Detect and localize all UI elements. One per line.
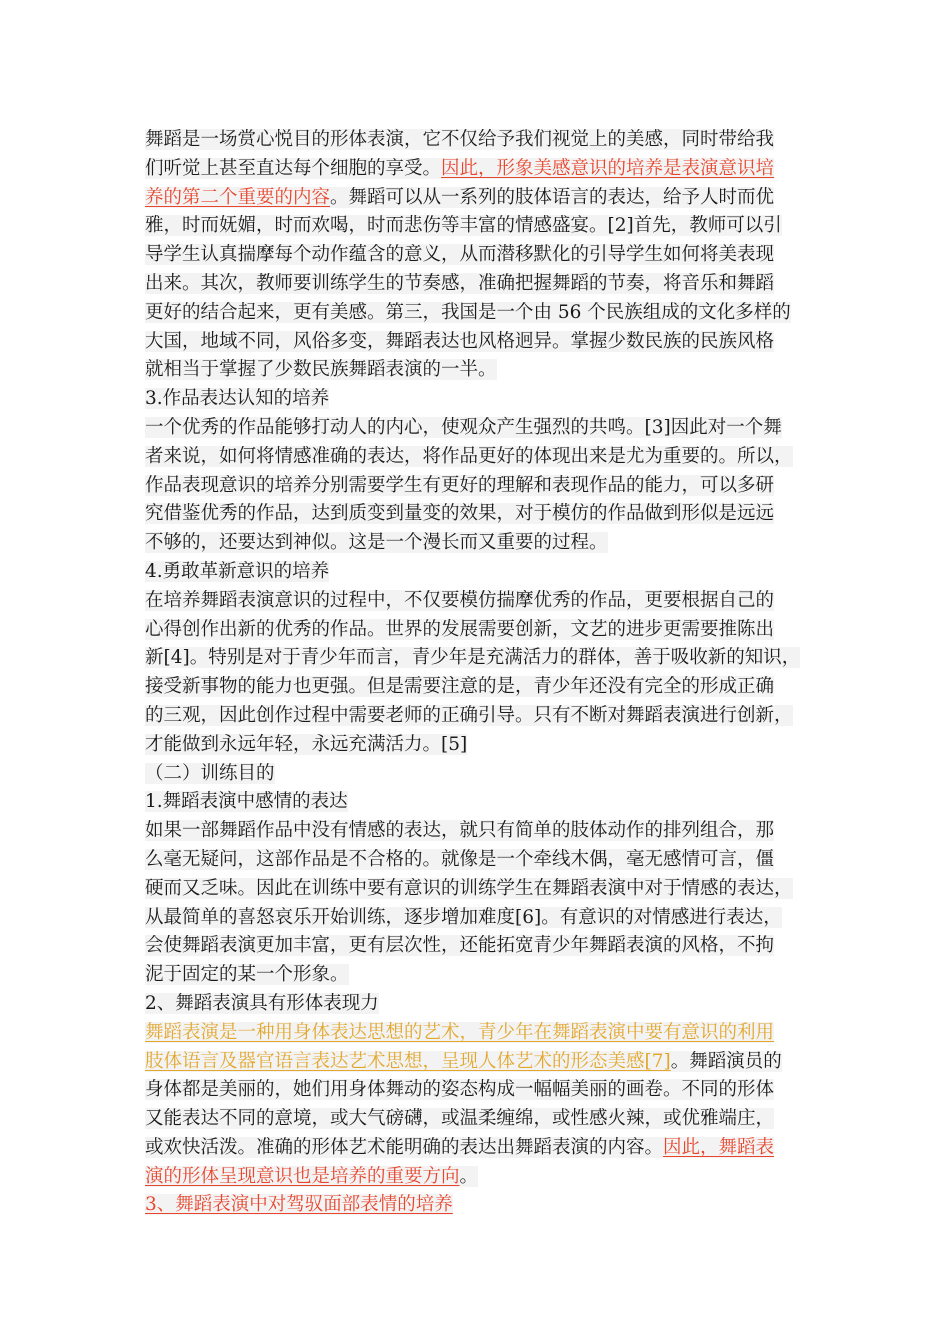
- text-line: [145, 241, 825, 270]
- text-segment: 不够的，还要达到神似。这是一个漫长而又重要的过程。: [145, 532, 608, 554]
- text-line: [145, 1019, 825, 1048]
- text-line: [145, 529, 825, 558]
- text-segment: 。舞蹈可以从一系列的肢体语言的表达，给予人时而优: [330, 186, 775, 208]
- text-segment: 就相当于掌握了少数民族舞蹈表演的一半。: [145, 359, 497, 381]
- text-segment: 雅，时而妩媚，时而欢喝，时而悲伤等丰富的情感盛宴。[2]首先，教师可以引: [145, 215, 782, 237]
- text-segment: 泥于固定的某一个形象。: [145, 964, 349, 986]
- text-line: [145, 616, 825, 645]
- text-segment: （二）训练目的: [145, 762, 275, 784]
- text-line: [145, 1048, 825, 1077]
- text-segment: 从最简单的喜怒哀乐开始训练，逐步增加难度[6]。有意识的对情感进行表达，: [145, 906, 782, 928]
- text-segment: 4.勇敢革新意识的培养: [145, 560, 330, 582]
- text-line: [145, 817, 825, 846]
- text-segment: 在培养舞蹈表演意识的过程中，不仅要模仿揣摩优秀的作品，更要根据自己的: [145, 589, 775, 611]
- text-line: [145, 500, 825, 529]
- text-line: [145, 385, 825, 414]
- text-line: [145, 1134, 825, 1163]
- text-segment: 导学生认真揣摩每个动作蕴含的意义，从而潜移默化的引导学生如何将美表现: [145, 244, 775, 266]
- text-segment: 更好的结合起来，更有美感。第三，我国是一个由 56 个民族组成的文化多样的: [145, 301, 791, 323]
- text-line: [145, 587, 825, 616]
- text-line: [145, 414, 825, 443]
- text-segment: 出来。其次，教师要训练学生的节奏感，准确把握舞蹈的节奏，将音乐和舞蹈: [145, 272, 775, 294]
- text-line: [145, 155, 825, 184]
- highlighted-text-segment: 因此，形象美感意识的培养是表演意识培: [441, 157, 775, 179]
- text-line: [145, 904, 825, 933]
- text-line: [145, 731, 825, 760]
- text-segment: 或欢快活泼。准确的形体艺术能明确的表达出舞蹈表演的内容。: [145, 1136, 664, 1158]
- text-line: [145, 1105, 825, 1134]
- text-segment: 新[4]。特别是对于青少年而言，青少年是充满活力的群体，善于吸收新的知识，: [145, 647, 801, 669]
- text-line: [145, 184, 825, 213]
- text-line: [145, 673, 825, 702]
- text-segment: 接受新事物的能力也更强。但是需要注意的是，青少年还没有完全的形成正确: [145, 676, 775, 698]
- text-line: [145, 702, 825, 731]
- text-segment: 心得创作出新的优秀的作品。世界的发展需要创新，文艺的进步更需要推陈出: [145, 618, 775, 640]
- text-segment: 2、舞蹈表演具有形体表现力: [145, 992, 379, 1014]
- text-line: [145, 1163, 825, 1192]
- text-line: [145, 760, 825, 789]
- text-line: [145, 932, 825, 961]
- text-line: [145, 472, 825, 501]
- text-segment: 者来说，如何将情感准确的表达，将作品更好的体现出来是尤为重要的。所以，: [145, 445, 793, 467]
- text-segment: 3.作品表达认知的培养: [145, 388, 330, 410]
- text-segment: 么毫无疑问，这部作品是不合格的。就像是一个牵线木偶，毫无感情可言，僵: [145, 848, 775, 870]
- text-line: [145, 990, 825, 1019]
- text-line: [145, 788, 825, 817]
- text-segment: 1.舞蹈表演中感情的表达: [145, 791, 348, 813]
- highlighted-text-segment: 3、舞蹈表演中对驾驭面部表情的培养: [145, 1194, 453, 1216]
- text-line: [145, 875, 825, 904]
- text-segment: 作品表现意识的培养分别需要学生有更好的理解和表现作品的能力，可以多研: [145, 474, 775, 496]
- highlighted-text-segment: 演的形体呈现意识也是培养的重要方向: [145, 1165, 460, 1187]
- text-segment: 一个优秀的作品能够打动人的内心，使观众产生强烈的共鸣。[3]因此对一个舞: [145, 416, 782, 438]
- text-segment: 硬而又乏味。因此在训练中要有意识的训练学生在舞蹈表演中对于情感的表达，: [145, 877, 793, 899]
- text-line: [145, 356, 825, 385]
- text-segment: 。舞蹈演员的: [670, 1050, 782, 1072]
- text-line: [145, 961, 825, 990]
- text-segment: 如果一部舞蹈作品中没有情感的表达，就只有简单的肢体动作的排列组合，那: [145, 820, 775, 842]
- text-segment: 们听觉上甚至直达每个细胞的享受。: [145, 157, 442, 179]
- text-segment: 大国，地域不同，风俗多变，舞蹈表达也风格迥异。掌握少数民族的民族风格: [145, 330, 775, 352]
- text-segment: 又能表达不同的意境，或大气磅礴，或温柔缠绵，或性感火辣，或优雅端庄，: [145, 1108, 775, 1130]
- text-line: [145, 846, 825, 875]
- text-line: [145, 212, 825, 241]
- text-segment: 才能做到永远年轻，永远充满活力。[5]: [145, 733, 468, 755]
- text-line: [145, 328, 825, 357]
- text-segment: 。: [459, 1165, 479, 1187]
- text-line: [145, 1191, 825, 1220]
- text-line: [145, 443, 825, 472]
- text-line: [145, 299, 825, 328]
- text-line: [145, 270, 825, 299]
- text-line: [145, 558, 825, 587]
- highlighted-text-segment: 养的第二个重要的内容: [145, 186, 331, 208]
- highlighted-text-segment: 肢体语言及器官语言表达艺术思想，呈现人体艺术的形态美感[7]: [145, 1050, 671, 1072]
- text-line: [145, 644, 825, 673]
- text-segment: 的三观，因此创作过程中需要老师的正确引导。只有不断对舞蹈表演进行创新，: [145, 704, 793, 726]
- text-line: [145, 126, 825, 155]
- highlighted-text-segment: 舞蹈表演是一种用身体表达思想的艺术，青少年在舞蹈表演中要有意识的利用: [145, 1021, 775, 1043]
- text-segment: 舞蹈是一场赏心悦目的形体表演，它不仅给予我们视觉上的美感，同时带给我: [145, 129, 775, 150]
- highlighted-text-segment: 因此，舞蹈表: [663, 1136, 775, 1158]
- document-body: [145, 126, 825, 1220]
- text-segment: 会使舞蹈表演更加丰富，更有层次性，还能拓宽青少年舞蹈表演的风格，不拘: [145, 935, 775, 957]
- text-segment: 身体都是美丽的，她们用身体舞动的姿态构成一幅幅美丽的画卷。不同的形体: [145, 1079, 775, 1101]
- text-line: [145, 1076, 825, 1105]
- text-segment: 究借鉴优秀的作品，达到质变到量变的效果，对于模仿的作品做到形似是远远: [145, 503, 775, 525]
